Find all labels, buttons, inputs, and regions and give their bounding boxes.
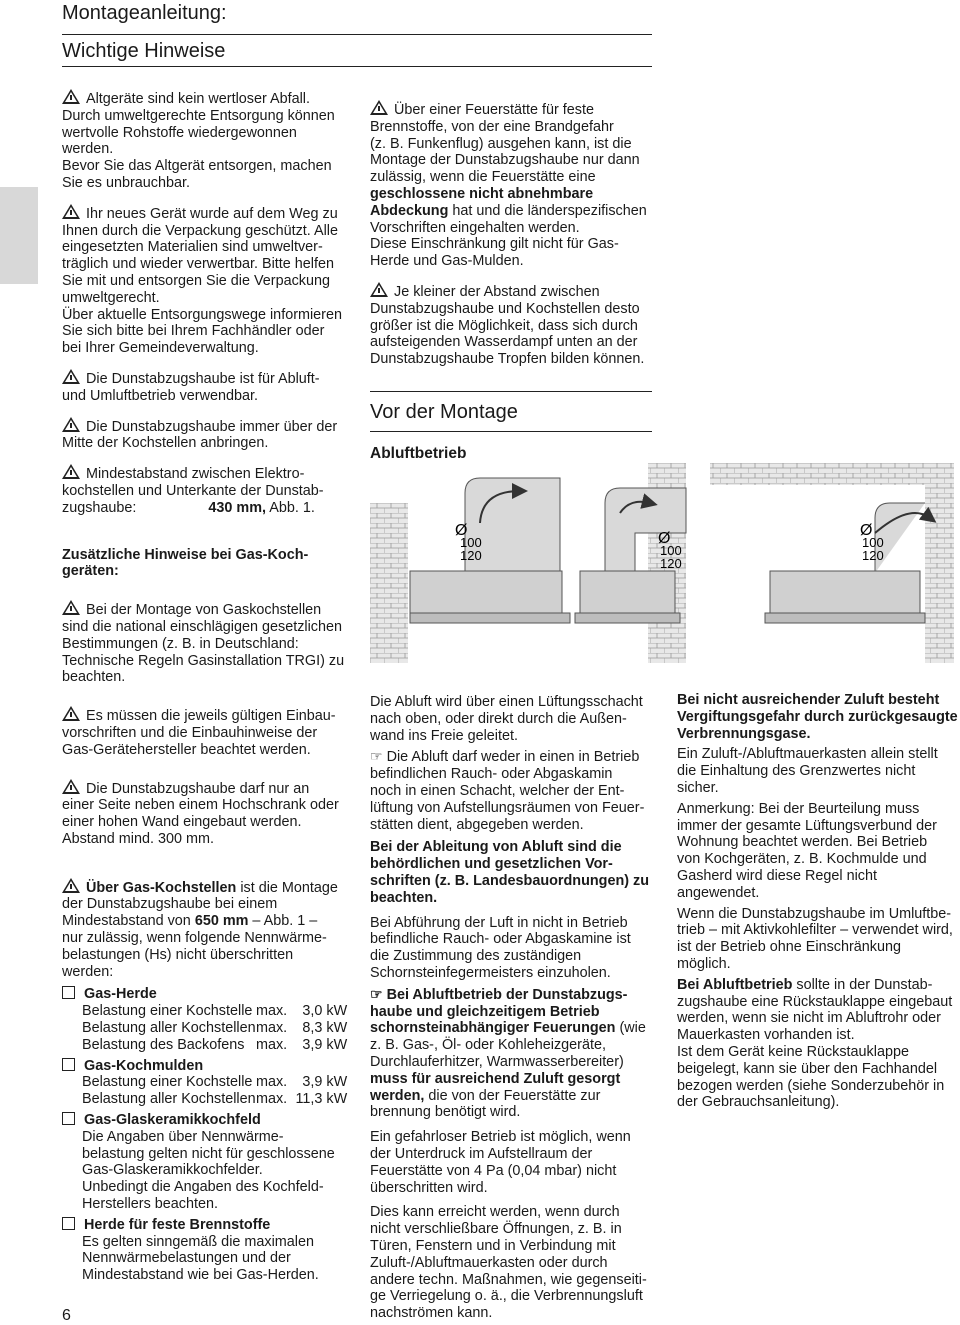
gas-herde-loads [62,1003,362,1053]
pointing-hand-icon: ☞ [370,748,383,765]
checkbox-icon [62,1112,75,1125]
pointing-hand-icon: ☞ [370,985,383,1002]
section-rule-2 [370,391,652,392]
backflow-flap-note: Bei Abluftbetrieb sollte in der Dunstab- [677,976,933,993]
figure-unit-ceiling [710,463,954,663]
exhaust-route-note: Die Abluft wird über einen Lüftungsschacht nach oben, oder direkt durch die Außen- wand ins Freie geleitet. [370,694,643,744]
fig1-d100: 100 [460,535,482,550]
checkbox-icon [62,986,75,999]
warning-icon [62,706,80,721]
gas-kochmulden-loads [62,1074,362,1108]
figure-unit-vertical [370,478,570,663]
solid-fuel-text: Es gelten sinngemäß die maximalen Nennwärmebelastungen und der Mindestabstand wie bei Gas-Herden. [82,1233,319,1284]
supply-air-warning: muss für ausreichend Zuluft gesorgt [370,1070,621,1087]
warning-icon [62,464,80,479]
recirculation-note: Wenn die Dunstabzugshaube im Umluftbe- trieb – mit Aktivkohlefilter – verwendet wird, ist der Betrieb ohne Einschränkung möglich. [677,905,953,972]
tall-cabinet-note: Die Dunstabzugshaube darf nur an einer Seite neben einem Hochschrank oder einer hohen Wand eingebaut werden. Abstand mind. 300 mm. [62,780,339,847]
gas-glaskeramik-heading: Gas-Glaskeramikkochfeld [62,1112,362,1129]
section-rule [62,66,652,67]
gas-hob-note: Über Gas-Kochstellen ist die Montage [62,878,362,897]
checkbox-icon [62,1217,75,1230]
left-column [62,89,362,1284]
load-row: Belastung des Backofens max. 3,9 kW [82,1036,348,1053]
section-title: Wichtige Hinweise [62,40,226,62]
combined-operation-note: ☞ Bei Abluftbetrieb der Dunstabzugs- haube und gleichzeitigem Betrieb [370,985,628,1020]
regulations-note: Bei der Ableitung von Abluft sind die behördlichen und gesetzlichen Vor- schriften (z. B. Landesbauordnungen) zu beachten. [370,839,650,906]
warning-icon [62,600,80,615]
load-row: Belastung aller Kochstellen max. 11,3 kW [82,1091,348,1108]
backflow-flap-text: zugshaube eine Rückstauklappe eingebaut werden, wenn sie nicht im Abluftrohr oder Mauerkasten vorhanden ist. Ist dem Gerät keine Rückstauklappe beigelegt, kann sie über den Fachhandel bezogen werden (siehe Sonderzubehör in der Gebrauchsanleitung). [677,993,953,1111]
page-edge-tab [0,187,38,284]
warning-icon [62,417,80,432]
fig2-d100: 100 [660,543,682,558]
fig2-d120: 120 [660,556,682,571]
gas-notes-heading: Zusätzliche Hinweise bei Gas-Koch- geräten: [62,546,309,580]
gas-regulation-note: Bei der Montage von Gaskochstellen sind die national einschlägigen gesetzlichen Bestimmungen (z. B. in Deutschland: Technische Regeln Gasinstallation TRGI) zu beachten. [62,602,345,686]
document-header-title: Montageanleitung: [62,2,227,24]
solid-fuel-warning-line: Abdeckung hat und die länderspezifischen [370,202,647,219]
solid-fuel-warning: Über einer Feuerstätte für feste Brennstoffe, von der eine Brandgefahr (z. B. Funkenflug) ausgehen kann, ist die Montage der Dunstabzugshaube nur dann zulässig, wenn die Feuerstätte eine [370,102,640,186]
min-distance-last-line: zugshaube: 430 mm, Abb. 1. [62,499,315,516]
pressure-note: Ein gefahrloser Betrieb ist möglich, wenn der Unterdruck im Aufstellraum der Feuerstätte von 4 Pa (0,04 mbar) nicht überschritten wird. [370,1129,631,1196]
right-column [677,692,960,1111]
fig1-diameter-symbol: Ø [455,522,468,539]
warning-icon [62,369,80,384]
supply-air-end: brennung benötigt wird. [370,1104,521,1121]
exhaust-installation-figure [370,463,954,663]
solid-fuel-heading: Herde für feste Brennstoffe [62,1217,362,1234]
chimney-sweep-note: Bei Abführung der Luft in nicht in Betrieb befindliche Rauch- oder Abgaskamine ist die Zustimmung des zuständigen Schornsteinfegermeisters einzuholen. [370,914,631,981]
operation-mode-note: Die Dunstabzugshaube ist für Abluft- und Umluftbetrieb verwendbar. [62,370,320,404]
warning-icon [62,89,80,104]
figure-unit-wall [575,463,686,663]
warning-icon [370,282,388,297]
chimney-warning: ☞ Die Abluft darf weder in einen in Betrieb befindlichen Rauch- oder Abgaskamin noch in einen Schacht, welcher der Ent- lüftung von Aufstellungsräumen von Feuer- stätten dient, abgegeben werden. [370,748,645,833]
exhaust-mode-heading: Abluftbetrieb [370,445,467,462]
gas-herde-heading: Gas-Herde [62,986,362,1003]
center-mount-note: Die Dunstabzugshaube immer über der Mitte der Kochstellen anbringen. [62,418,338,452]
packaging-note: Ihr neues Gerät wurde auf dem Weg zu Ihnen durch die Verpackung geschützt. Alle eingesetzten Materialien sind umweltver- träglich und wieder verwertbar. Bitte helfen Sie mit und entsorgen Sie die Verpackung umweltgerecht. Über aktuelle Entsorgungswege informieren Sie sich bitte bei Ihrem Fachhändler oder bei Ihrer Gemeindeverwaltung. [62,205,342,357]
poisoning-warning: Bei nicht ausreichender Zuluft besteht Vergiftungsgefahr durch zurückgesaugte Verbrennungsgase. [677,692,958,742]
openings-note: Dies kann erreicht werden, wenn durch nicht verschließbare Öffnungen, z. B. in Türen, Fenstern und in Verbindung mit Zuluft-/Abluftmauerkasten oder durch andere techn. Maßnahmen, wie gegenseiti- ge Verriegelung o. ä., die Verbrennungsluft nachströmen kann. [370,1204,647,1322]
gas-hob-min-distance: Mindestabstand von 650 mm – Abb. 1 – [62,913,318,930]
solid-fuel-warning-tail: Vorschriften eingehalten werden. Diese Einschränkung gilt nicht für Gas- Herde und Gas-Mulden. [370,219,619,270]
header-rule [62,34,652,35]
solid-fuel-warning-bold: geschlossene nicht abnehmbare [370,185,594,202]
load-row: Belastung einer Kochstelle max. 3,9 kW [82,1074,348,1091]
disposal-note: Altgeräte sind kein wertloser Abfall. Durch umweltgerechte Entsorgung können wertvolle Rohstoffe wiedergewonnen werden. Bevor Sie das Altgerät entsorgen, machen Sie es unbrauchbar. [62,91,335,191]
fig2-diameter-symbol: Ø [658,530,671,547]
ventilation-remark: Anmerkung: Bei der Beurteilung muss immer der gesamte Lüftungsverbund der Wohnung beachtet werden. Bei Betrieb von Kochgeräten, z. B. Kochmulde und Gasherd wird diese Regel nicht angewendet. [677,800,937,901]
load-row: Belastung einer Kochstelle max. 3,0 kW [82,1003,348,1020]
fig3-d120: 120 [862,548,884,563]
page-number: 6 [62,1307,71,1324]
warning-icon [62,878,80,893]
middle-top-column [370,100,670,368]
supply-air-line: werden, die von der Feuerstätte zur [370,1087,601,1104]
combined-operation-line: schornsteinabhängiger Feuerungen (wie [370,1020,646,1037]
min-distance-note: Mindestabstand zwischen Elektro- kochstellen und Unterkante der Dunstab- [62,466,324,499]
gas-hob-note-tail: nur zulässig, wenn folgende Nennwärme- belastungen (Hs) nicht überschritten werden: [62,930,327,980]
gas-glaskeramik-text: Die Angaben über Nennwärme- belastung gelten nicht für geschlossene Gas-Glaskeramikkochfelder. Unbedingt die Angaben des Kochfeld- Herstellers beachten. [82,1128,335,1213]
middle-bottom-column [370,694,670,1322]
combined-operation-examples: z. B. Gas-, Öl- oder Kohleheizgeräte, Durchlauferhitzer, Warmwasserbereiter) [370,1037,624,1070]
warning-icon [62,779,80,794]
checkbox-icon [62,1058,75,1071]
gas-hob-note-line: der Dunstabzugshaube bei einem [62,896,278,913]
before-installation-title: Vor der Montage [370,401,518,423]
gas-kochmulden-heading: Gas-Kochmulden [62,1058,362,1075]
wall-box-note: Ein Zuluft-/Abluftmauerkasten allein stellt die Einhaltung des Grenzwertes nicht sicher. [677,746,938,796]
warning-icon [370,100,388,115]
warning-icon [62,204,80,219]
fig3-d100: 100 [862,535,884,550]
load-row: Belastung aller Kochstellen max. 8,3 kW [82,1020,348,1037]
condensation-note: Je kleiner der Abstand zwischen Dunstabzugshaube und Kochstellen desto größer ist die Möglichkeit, dass sich durch aufsteigenden Wasserdampf unten an der Dunstabzugshaube Tropfen bilden können. [370,283,645,368]
fig3-diameter-symbol: Ø [860,522,873,539]
installation-rules-note: Es müssen die jeweils gültigen Einbau- vorschriften und die Einbauhinweise der Gas-Gerätehersteller beachtet werden. [62,708,336,758]
section-rule-3 [370,431,652,432]
fig1-d120: 120 [460,548,482,563]
